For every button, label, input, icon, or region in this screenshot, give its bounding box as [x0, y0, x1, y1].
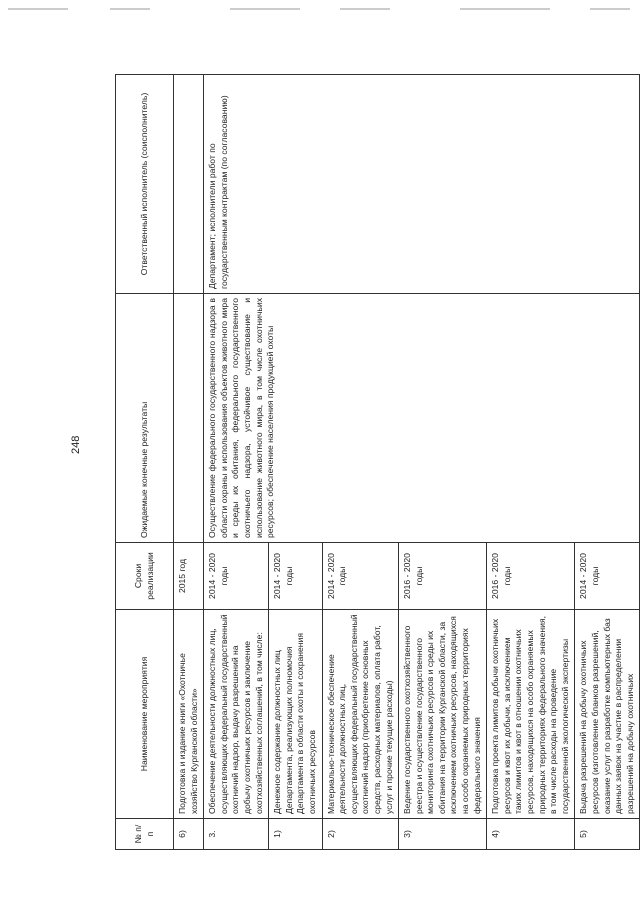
row-num: 6): [174, 819, 204, 850]
row-name: Обеспечение деятельности должностных лиц, осуществляющих федеральный государственный охотничий надзор, выдачу разрешений на добычу охотничьих ресурсов и заключение охотхозяйственных соглашений, в том числе:: [204, 610, 269, 819]
row-period: 2015 год: [174, 543, 204, 610]
header-num: № п/п: [116, 819, 174, 850]
row-name: Выдача разрешений на добычу охотничьих ресурсов (изготовление бланков разрешений, оказание услуг по разработке компьютерных баз данных заявок на участие в распределении разрешений на добычу охотничьих: [575, 610, 640, 819]
scan-edge-marks: [0, 8, 640, 14]
row-num: 4): [487, 819, 575, 850]
row-name: Денежное содержание должностных лиц Департамента, реализующих полномочия Департамента в области охоты и сохранения охотничьих ресурсов: [269, 610, 322, 819]
table-header-row: [116, 75, 174, 850]
row-period: 2016 - 2020 годы: [487, 543, 575, 610]
row-name: Ведение государственного охотхозяйственного реестра и осуществление государственного мониторинга охотничьих ресурсов и среды их обитания на территории Курганской области, за исключением охотничьих ресурсов, находящихся на особо охраняемых природных территориях федерального значения: [399, 610, 487, 819]
row-num: 1): [269, 819, 322, 850]
row-responsible-merged: Департамент; исполнители работ по государственным контрактам (по согласованию): [204, 75, 640, 294]
row-num: 5): [575, 819, 640, 850]
row-period: 2014 - 2020 годы: [269, 543, 322, 610]
row-responsible: [174, 75, 204, 294]
header-name: Наименование мероприятия: [116, 610, 174, 819]
row-num: 2): [322, 819, 399, 850]
header-results: Ожидаемые конечные результаты: [116, 294, 174, 543]
header-responsible: Ответственный исполнитель (соисполнитель): [116, 75, 174, 294]
row-name: Подготовка проекта лимитов добычи охотничьих ресурсов и квот их добычи, за исключением таких лимитов и квот в отношении охотничьих ресурсов, находящихся на особо охраняемых природных территориях федерального значения, в том числе расходы на проведение государственной экологической экспертизы: [487, 610, 575, 819]
row-period: 2014 - 2020 годы: [575, 543, 640, 610]
row-name: Материально-техническое обеспечение деятельности должностных лиц, осуществляющих федеральный государственный охотничий надзор (приобретение основных средств, расходных материалов, оплата работ, услуг и прочие текущие расходы): [322, 610, 399, 819]
row-results-merged: Осуществление федерального государственного надзора в области охраны и использования объектов животного мира и среды их обитания, федерального государственного охотничьего надзора, устойчивое существование и использование животного мира, в том числе охотничьих ресурсов; обеспечение населения продукцией охоты: [204, 294, 640, 543]
row-period: 2014 - 2020 годы: [204, 543, 269, 610]
header-period: Сроки реализации: [116, 543, 174, 610]
row-name: Подготовка и издание книги «Охотничье хозяйство Курганской области»: [174, 610, 204, 819]
rotated-page: [115, 74, 635, 850]
table-row: [204, 75, 269, 850]
row-num: 3): [399, 819, 487, 850]
row-num: 3.: [204, 819, 269, 850]
table-row: [174, 75, 204, 850]
measures-table: [115, 74, 640, 850]
row-period: 2014 - 2020 годы: [322, 543, 399, 610]
row-results: [174, 294, 204, 543]
page-number: 248: [70, 435, 82, 454]
row-period: 2016 - 2020 годы: [399, 543, 487, 610]
